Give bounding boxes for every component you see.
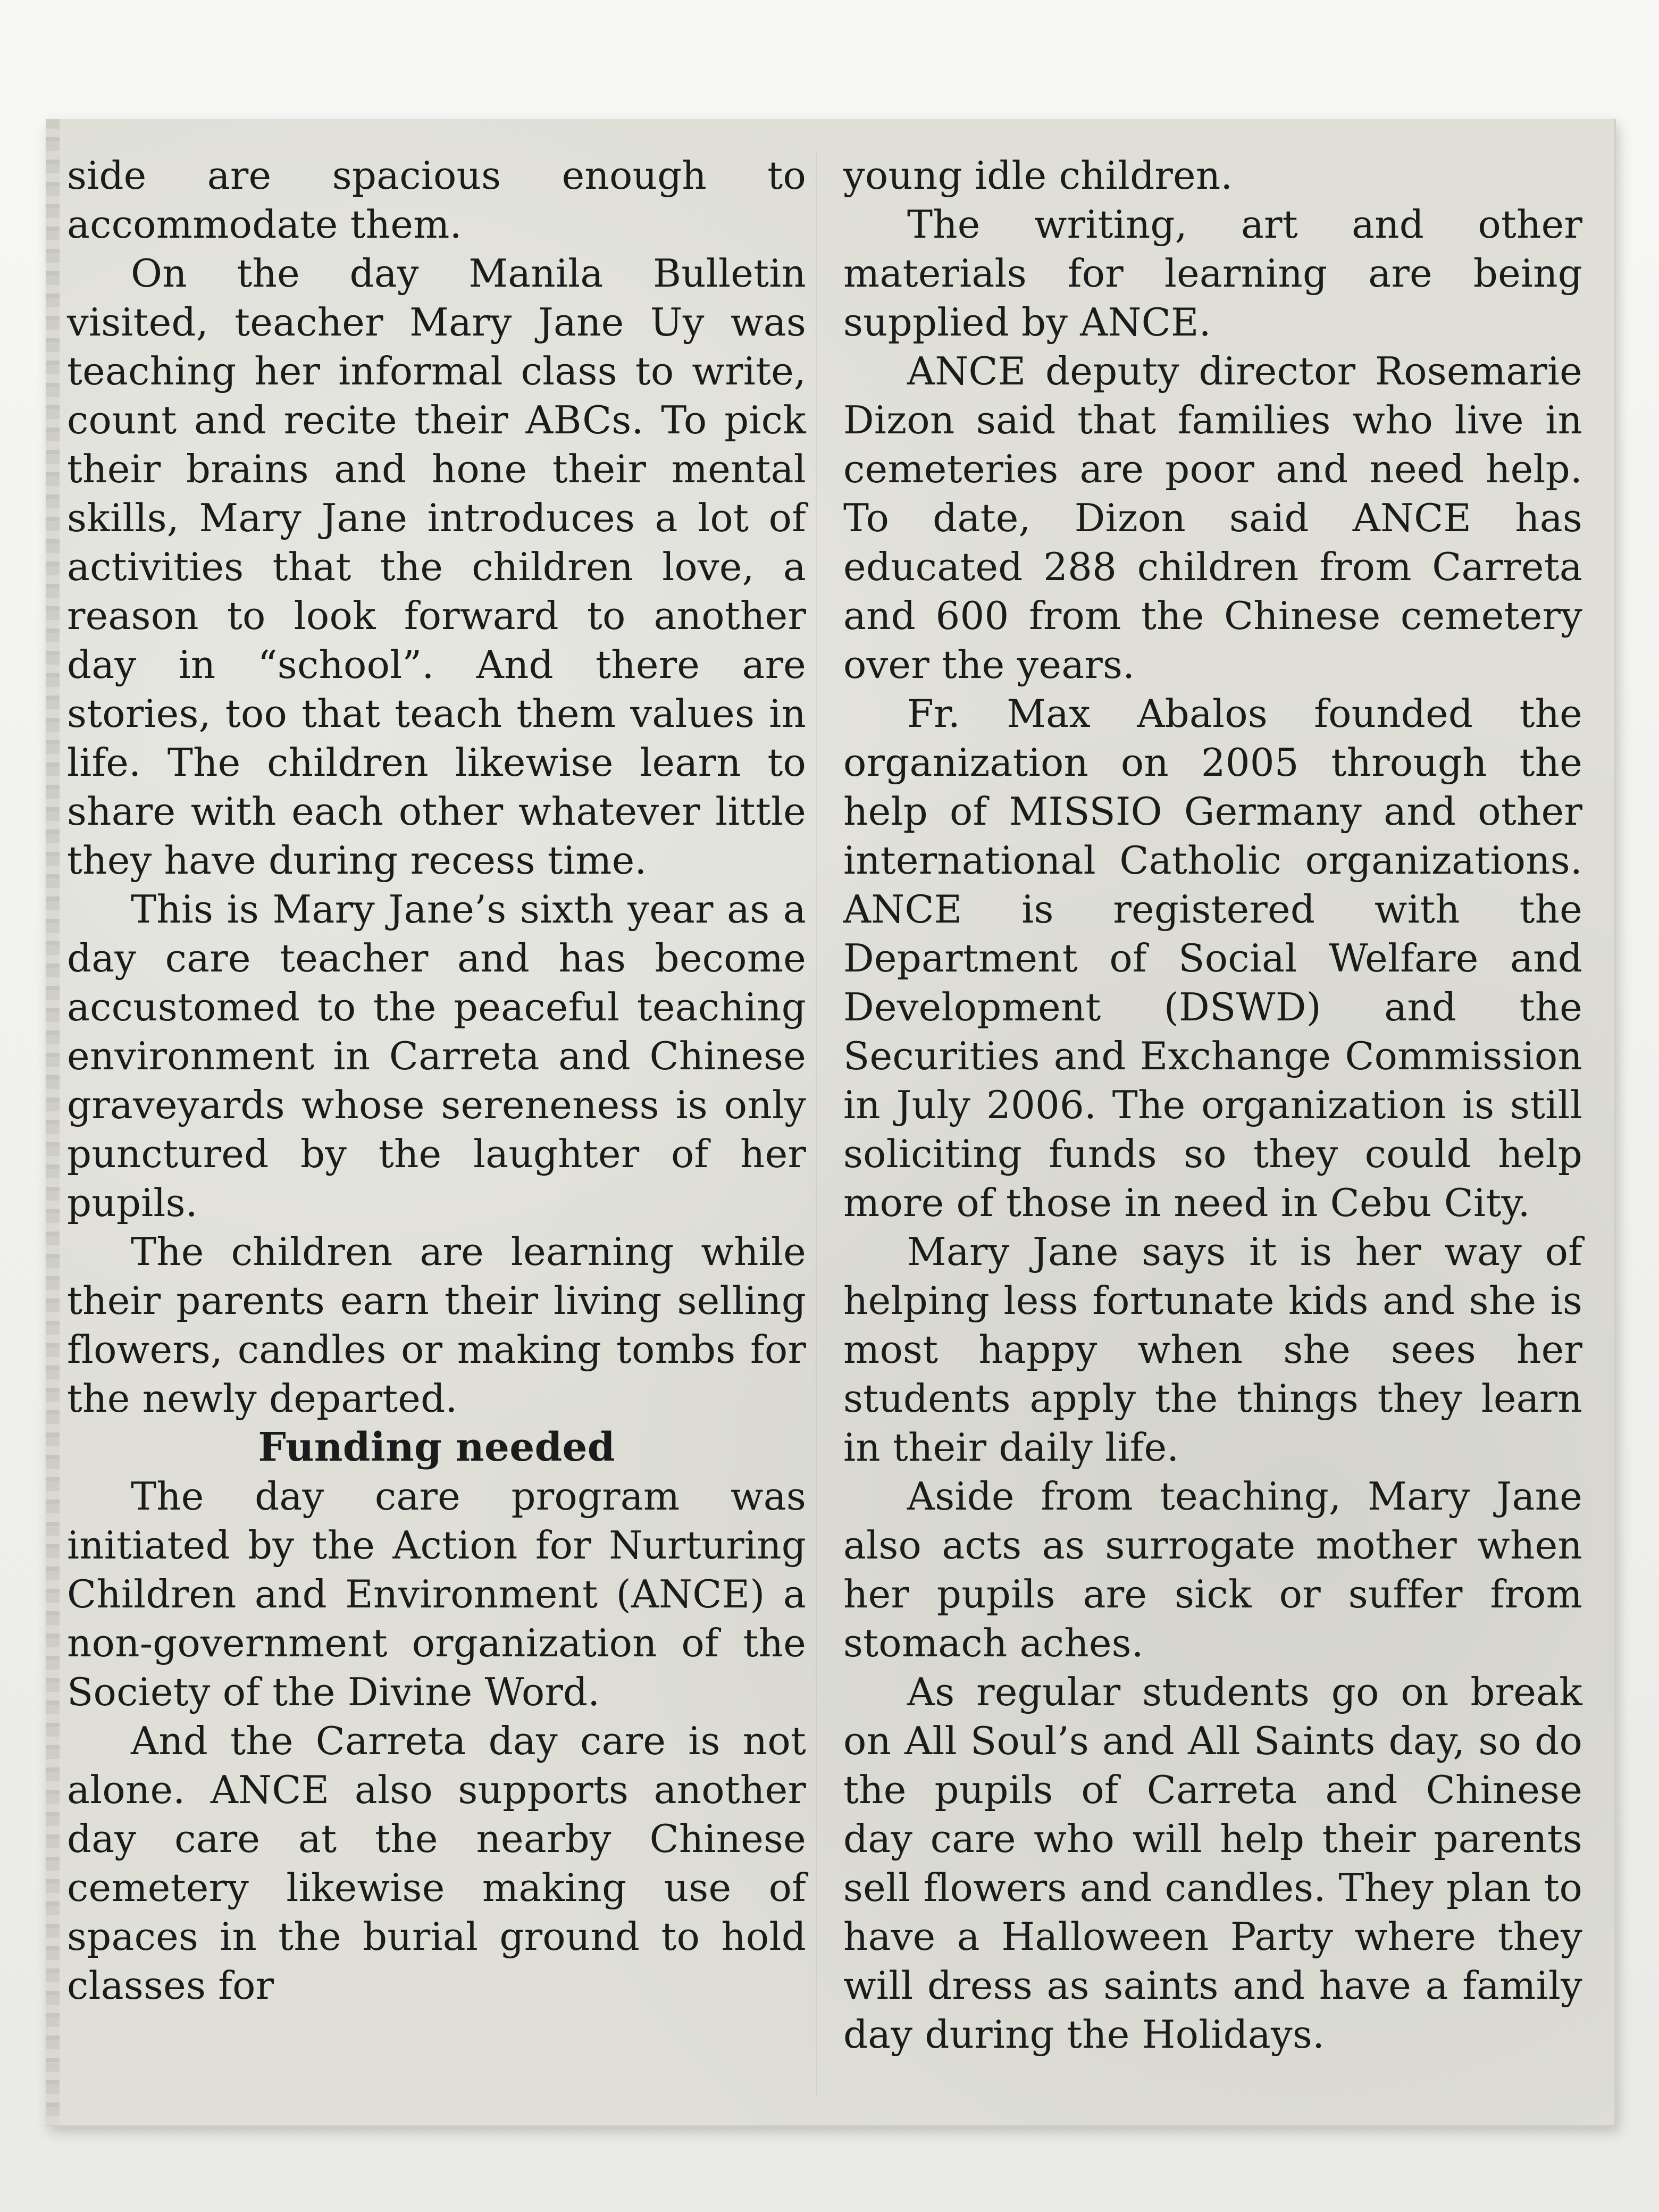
paragraph: side are spacious enough to accommodate them.	[67, 153, 806, 247]
paragraph: As regular students go on break on All Soul’s and All Saints day, so do the pupils of Carreta and Chinese day care who will help their parents sell flowers and candles. They plan to have a Halloween Party where they will dress as saints and have a family day during the Holidays.	[843, 1670, 1582, 2057]
subheading: Funding needed	[258, 1425, 615, 1470]
paragraph: Aside from teaching, Mary Jane also acts as surrogate mother when her pupils are sick or suffer from stomach aches.	[843, 1474, 1582, 1665]
column-divider	[816, 151, 817, 2097]
paragraph: Fr. Max Abalos founded the organization on 2005 through the help of MISSIO Germany and other international Catholic organizations. ANCE is registered with the Department of Social Welfare and Development (DSWD) and the Securities and Exchange Commission in July 2006. The organization is still soliciting funds so they could help more of those in need in Cebu City.	[843, 691, 1582, 1225]
paragraph: On the day Manila Bulletin visited, teacher Mary Jane Uy was teaching her informal class to write, count and recite their ABCs. To pick their brains and hone their mental skills, Mary Jane introduces a lot of activities that the children love, a reason to look forward to another day in “school”. And there are stories, too that teach them values in life. The children likewise learn to share with each other whatever little they have during recess time.	[67, 251, 806, 883]
paragraph: And the Carreta day care is not alone. ANCE also supports another day care at the nearby Chinese cemetery likewise making use of spaces in the burial ground to hold classes for	[67, 1719, 806, 2008]
left-column	[67, 151, 806, 2010]
right-column	[843, 151, 1582, 2059]
paragraph: The children are learning while their parents earn their living selling flowers, candles or making tombs for the newly departed.	[67, 1229, 806, 1421]
paragraph: young idle children.	[843, 153, 1233, 198]
paragraph: The writing, art and other materials for learning are being supplied by ANCE.	[843, 202, 1582, 345]
paragraph: This is Mary Jane’s sixth year as a day care teacher and has become accustomed to the peaceful teaching environment in Carreta and Chinese graveyards whose sereneness is only punctured by the laughter of her pupils.	[67, 887, 806, 1225]
paragraph: Mary Jane says it is her way of helping less fortunate kids and she is most happy when she sees her students apply the things they learn in their daily life.	[843, 1229, 1582, 1470]
paragraph: ANCE deputy director Rosemarie Dizon said that families who live in cemeteries are poor and need help. To date, Dizon said ANCE has educated 288 children from Carreta and 600 from the Chinese cemetery over the years.	[843, 349, 1582, 687]
torn-edge	[46, 119, 60, 2125]
newspaper-clipping	[46, 119, 1616, 2126]
paragraph: The day care program was initiated by the Action for Nurturing Children and Environment (ANCE) a non-government organization of the Society of the Divine Word.	[67, 1474, 806, 1714]
